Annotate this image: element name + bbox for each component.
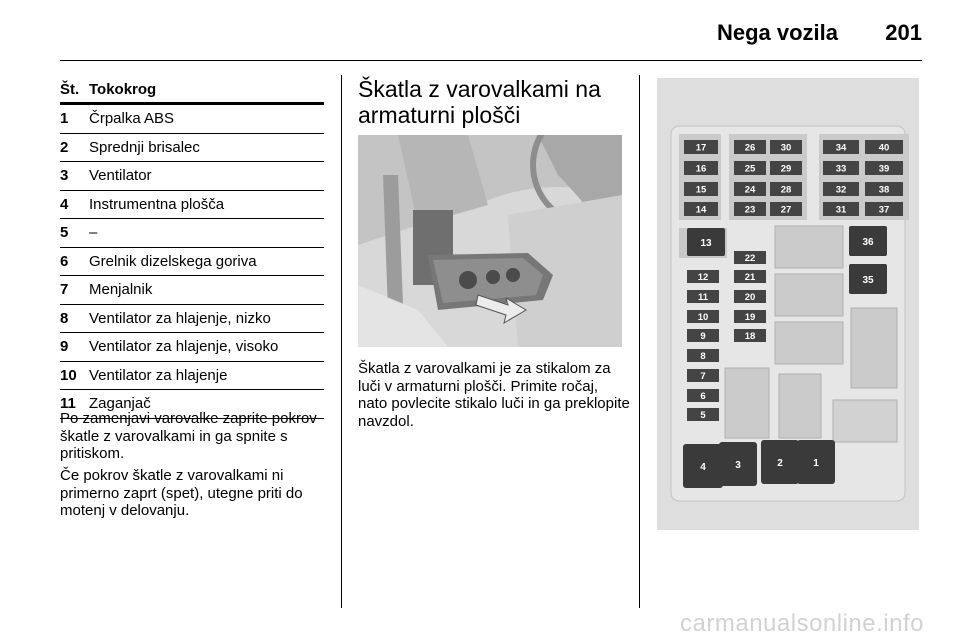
fuse-label: 19 (744, 312, 756, 323)
fuse-box-diagram (657, 78, 919, 530)
fuse-table (60, 80, 324, 419)
fuse-circuit: Ventilator za hlajenje, nizko (89, 309, 271, 327)
fuse-circuit: Menjalnik (89, 281, 153, 298)
fuse-box-location-photo (358, 135, 622, 347)
fuse-label: 13 (700, 238, 712, 249)
fuse-row-top (684, 161, 903, 175)
fuse-circuit: Instrumentna plošča (89, 195, 225, 213)
table-row (60, 305, 324, 334)
fuse-number: 4 (60, 195, 69, 213)
table-row (60, 276, 324, 305)
fuse-circuit: Črpalka ABS (89, 110, 175, 127)
fuse-label: 18 (744, 331, 756, 342)
fuse-label: 21 (744, 272, 756, 283)
body-paragraph: Če pokrov škatle z varovalkami ni primerno zaprt (spet), utegne priti do motenj v delovanju. (60, 467, 303, 519)
fuse-label: 25 (744, 163, 756, 175)
column-header-number: Št. (60, 81, 80, 98)
fuse-label: 3 (735, 460, 741, 471)
fuse-number: 2 (60, 138, 69, 156)
fuse-label: 31 (835, 204, 847, 216)
fuse-label: 32 (835, 184, 847, 196)
fuse-label: 1 (813, 458, 819, 469)
fuse-label: 22 (744, 253, 756, 264)
fuse-label: 8 (700, 351, 706, 362)
column-divider (341, 75, 342, 608)
fuse-number: 7 (60, 281, 69, 298)
fuse-number: 5 (60, 224, 69, 241)
fuse-label: 20 (744, 292, 756, 303)
body-paragraph: Po zamenjavi varovalke zaprite pokrov škatle z varovalkami in ga spnite s pritiskom. (60, 410, 317, 462)
fuse-circuit: – (89, 224, 98, 241)
fuse-label: 23 (744, 204, 756, 216)
fuse-number: 8 (60, 309, 69, 327)
fuse-label: 39 (878, 163, 890, 175)
fuse-number: 10 (60, 366, 77, 384)
fuse-label: 35 (862, 275, 874, 286)
fuse-label: 11 (697, 292, 709, 303)
fuse-label: 7 (700, 371, 706, 382)
fuse-label: 24 (744, 184, 756, 196)
table-row (60, 333, 324, 362)
fuse-label: 38 (878, 184, 890, 196)
fuse-number: 6 (60, 252, 69, 270)
section-caption: Škatla z varovalkami je za stikalom za luči v armaturni plošči. Primite ročaj, nato povlecite stikalo luči in ga preklopite navzdol. (358, 360, 630, 430)
fuse-number: 9 (60, 338, 69, 355)
fuse-label: 16 (695, 163, 707, 175)
fuse-label: 29 (780, 163, 792, 175)
table-row (60, 219, 324, 248)
column-divider (639, 75, 640, 608)
watermark: carmanualsonline.info (680, 610, 924, 637)
fuse-label: 34 (835, 142, 847, 154)
fuse-label: 37 (878, 204, 890, 216)
fuse-label: 14 (695, 204, 707, 216)
fuse-label: 27 (780, 204, 792, 216)
fuse-circuit: Ventilator (89, 167, 152, 184)
table-body (60, 105, 324, 419)
table-row (60, 191, 324, 220)
fuse-number: 1 (60, 110, 69, 127)
fuse-label: 6 (700, 391, 706, 402)
fuse-label: 10 (697, 312, 709, 323)
page-number: 201 (885, 20, 922, 45)
fuse-label: 40 (878, 142, 890, 154)
fuse-number: 11 (60, 395, 76, 412)
header-rule (60, 60, 922, 61)
fuse-label: 26 (744, 142, 756, 154)
fuse-label: 30 (780, 142, 792, 154)
fuse-label: 36 (862, 237, 874, 248)
fuse-label: 15 (695, 184, 707, 196)
table-row (60, 248, 324, 277)
table-row (60, 162, 324, 191)
fuse-row-top (684, 202, 903, 216)
table-row (60, 362, 324, 391)
fuse-circuit: Ventilator za hlajenje, visoko (89, 338, 279, 355)
fuse-label: 4 (700, 462, 706, 473)
fuse-label: 12 (697, 272, 709, 283)
fuse-label: 28 (780, 184, 792, 196)
fuse-label: 17 (695, 142, 707, 154)
fuse-circuit: Zaganjač (89, 395, 151, 412)
section-heading: Škatla z varovalkami na armaturni plošči (358, 76, 601, 128)
fuse-label: 2 (777, 458, 783, 469)
table-row (60, 105, 324, 134)
fuse-row-top (684, 140, 903, 154)
section-title: Nega vozila (716, 20, 838, 45)
table-row (60, 134, 324, 163)
column-header-circuit: Tokokrog (89, 81, 157, 98)
fuse-circuit: Ventilator za hlajenje (89, 366, 228, 384)
fuse-circuit: Grelnik dizelskega goriva (89, 252, 257, 270)
fuse-label: 33 (835, 163, 847, 175)
fuse-label: 9 (700, 331, 706, 342)
table-header (60, 80, 324, 100)
fuse-circuit: Sprednji brisalec (89, 138, 200, 156)
fuse-number: 3 (60, 167, 69, 184)
fuse-label: 5 (700, 410, 706, 421)
fuse-row-top (684, 182, 903, 196)
